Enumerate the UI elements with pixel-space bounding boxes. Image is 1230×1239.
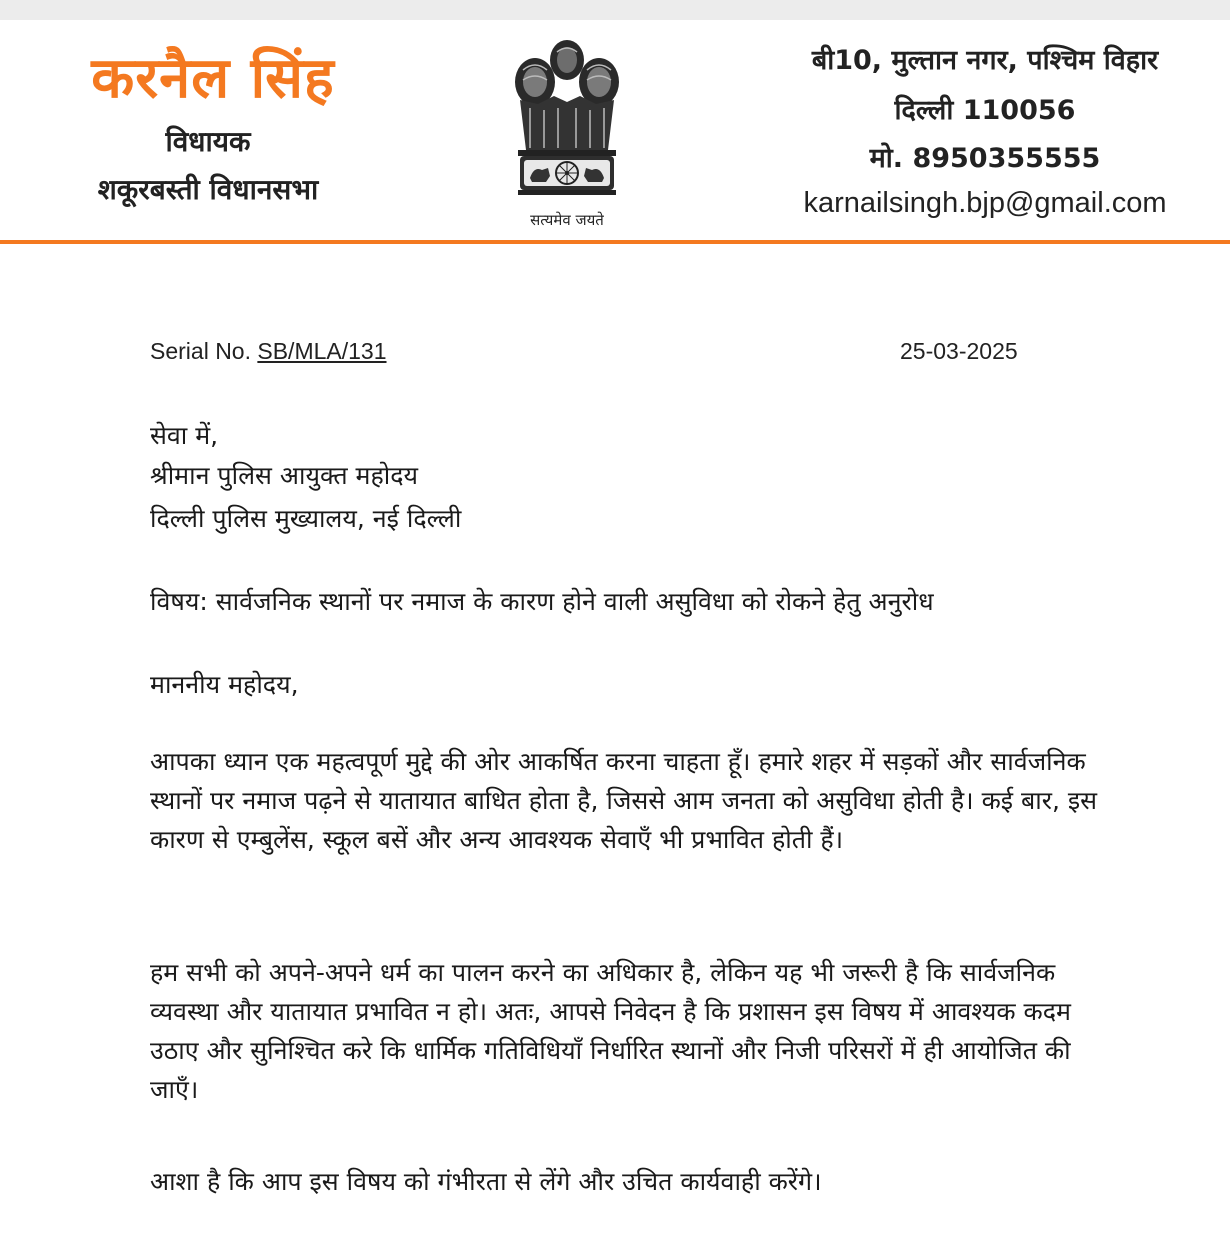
body-paragraph-3: आशा है कि आप इस विषय को गंभीरता से लेंगे और उचित कार्यवाही करेंगे। bbox=[150, 1167, 822, 1196]
serial-label: Serial No. bbox=[150, 338, 251, 364]
national-emblem-icon bbox=[508, 30, 626, 208]
letterhead bbox=[0, 20, 1230, 242]
header-divider bbox=[0, 240, 1230, 244]
subject-line: विषय: सार्वजनिक स्थानों पर नमाज के कारण होने वाली असुविधा को रोकने हेतु अनुरोध bbox=[150, 587, 934, 616]
phone-number: मो. 8950355555 bbox=[869, 143, 1101, 174]
recipient-line-2: दिल्ली पुलिस मुख्यालय, नई दिल्ली bbox=[150, 504, 462, 533]
email-address: karnailsingh.bjp@gmail.com bbox=[803, 187, 1167, 219]
mla-name: करनैल सिंह bbox=[91, 46, 335, 111]
constituency: शकूरबस्ती विधानसभा bbox=[97, 173, 319, 206]
top-margin-band bbox=[0, 0, 1230, 20]
body-paragraph-1: आपका ध्यान एक महत्वपूर्ण मुद्दे की ओर आकर्षित करना चाहता हूँ। हमारे शहर में सड़कों और सार्वजनिक स्थानों पर नमाज पढ़ने से यातायात बाधित होता है, जिससे आम जनता को असुविधा होती है। कई बार, इस कारण से एम्बुलेंस, स्कूल बसें और अन्य आवश्यक सेवाएँ भी प्रभावित होती हैं। bbox=[150, 747, 1098, 854]
address-line-1: बी10, मुल्तान नगर, पश्चिम विहार bbox=[811, 45, 1159, 76]
serial-number: SB/MLA/131 bbox=[257, 338, 387, 364]
address-line-2: दिल्ली 110056 bbox=[894, 95, 1076, 126]
emblem-motto: सत्यमेव जयते bbox=[530, 211, 604, 229]
designation: विधायक bbox=[165, 125, 251, 158]
letter-date: 25-03-2025 bbox=[900, 338, 1018, 364]
recipient-line-1: श्रीमान पुलिस आयुक्त महोदय bbox=[150, 461, 419, 490]
salutation-to: सेवा में, bbox=[150, 421, 219, 450]
serial-line bbox=[150, 338, 387, 365]
body-paragraph-2: हम सभी को अपने-अपने धर्म का पालन करने का अधिकार है, लेकिन यह भी जरूरी है कि सार्वजनिक व्यवस्था और यातायात प्रभावित न हो। अतः, आपसे निवेदन है कि प्रशासन इस विषय में आवश्यक कदम उठाए और सुनिश्चित करे कि धार्मिक गतिविधियाँ निर्धारित स्थानों और निजी परिसरों में ही आयोजित की जाएँ। bbox=[150, 958, 1071, 1104]
greeting: माननीय महोदय, bbox=[150, 670, 299, 699]
